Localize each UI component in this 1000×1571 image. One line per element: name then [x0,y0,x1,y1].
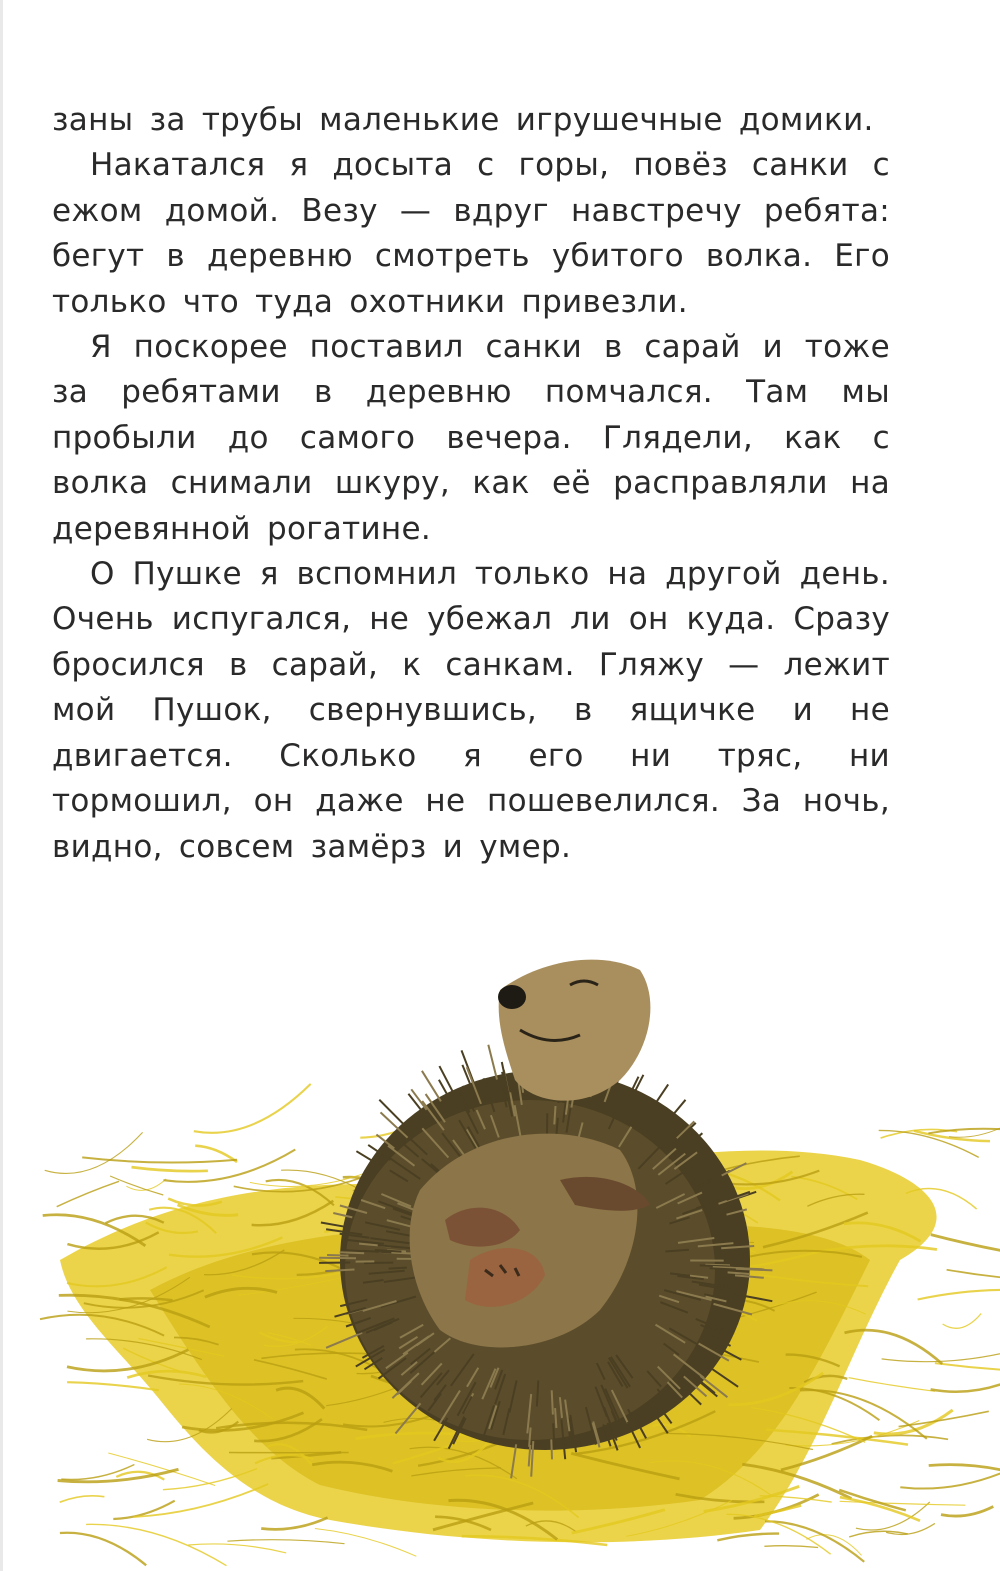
hedgehog-illustration [0,930,1000,1570]
paragraph-4: О Пушке я вспомнил только на другой день. Очень испугался, не убежал ли он куда. Сразу бросился в сарай, к санкам. Гляжу — лежит мой Пушок, свернувшись, в ящичке и не двигается. Сколько я его ни тряс, ни тормошил, он даже не пошевелился. За ночь, видно, совсем замёрз и умер. [52,556,890,865]
paragraph-2: Накатался я досыта с горы, повёз санки с ежом домой. Везу — вдруг навстречу ребята: бегут в деревню смотреть убитого волка. Его только что туда охотники привезли. [52,147,890,320]
paragraph-3: Я поскорее поставил санки в сарай и тоже за ребятами в деревню помчался. Там мы пробыли до самого вечера. Глядели, как с волка снимали шкуру, как её расправляли на деревянной рогатине. [52,329,890,547]
paragraph-1: заны за трубы маленькие игрушечные домики. [52,102,874,138]
story-text [52,98,890,870]
